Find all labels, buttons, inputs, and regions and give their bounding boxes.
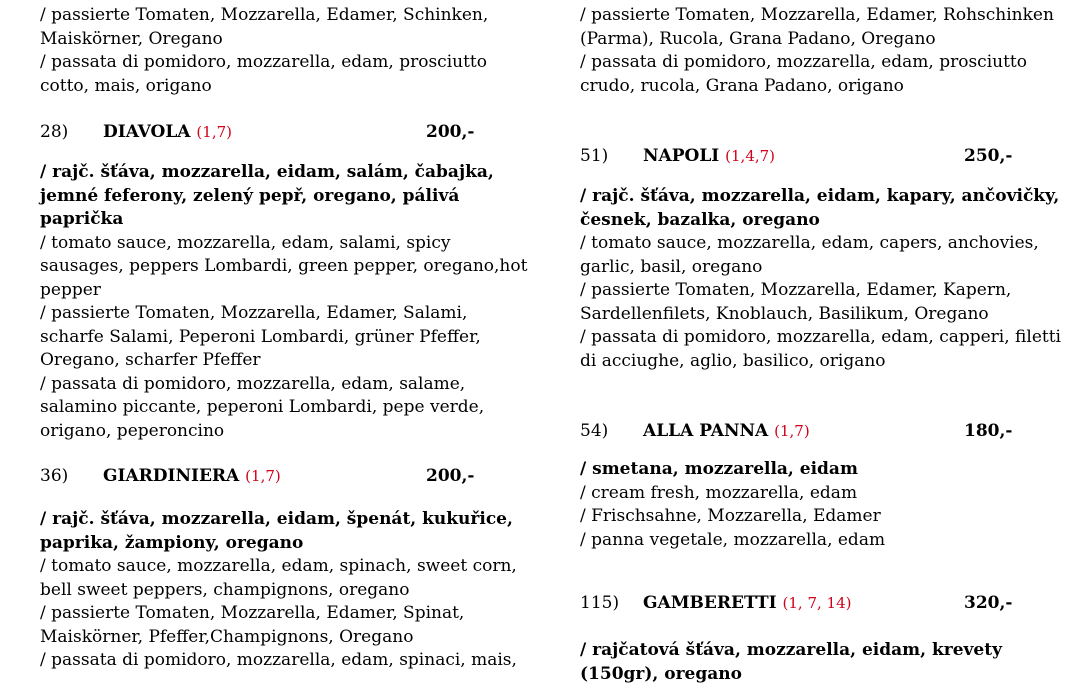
item-name	[643, 592, 851, 616]
description-line: scharfe Salami, Peperoni Lombardi, grüner Pfeffer,	[40, 326, 481, 350]
czech-description-line: paprika, žampiony, oregano	[40, 532, 303, 556]
description-line: / passierte Tomaten, Mozzarella, Edamer, Rohschinken	[580, 4, 1054, 28]
allergen-codes: (1,7)	[245, 467, 281, 485]
description-line: garlic, basil, oregano	[580, 256, 762, 280]
item-price: 200,-	[426, 465, 474, 489]
description-line: Maiskörner, Oregano	[40, 28, 223, 52]
item-number: 36)	[40, 465, 68, 489]
item-name-text: GAMBERETTI	[643, 593, 777, 613]
czech-description-line: paprička	[40, 208, 123, 232]
description-line: / passierte Tomaten, Mozzarella, Edamer, Salami,	[40, 302, 467, 326]
item-number: 51)	[580, 145, 608, 169]
description-line: salamino piccante, peperoni Lombardi, pepe verde,	[40, 396, 484, 420]
item-price: 320,-	[964, 592, 1012, 616]
description-line: / passata di pomidoro, mozzarella, edam, prosciutto	[580, 51, 1027, 75]
item-name	[643, 420, 810, 444]
description-line: crudo, rucola, Grana Padano, origano	[580, 75, 904, 99]
item-name	[103, 465, 281, 489]
item-number: 115)	[580, 592, 619, 616]
czech-description-line: / rajčatová šťáva, mozzarella, eidam, krevety	[580, 639, 1002, 663]
description-line: / panna vegetale, mozzarella, edam	[580, 529, 885, 553]
description-line: / passierte Tomaten, Mozzarella, Edamer, Spinat,	[40, 602, 464, 626]
description-line: cotto, mais, origano	[40, 75, 212, 99]
description-line: / passierte Tomaten, Mozzarella, Edamer, Schinken,	[40, 4, 488, 28]
item-price: 250,-	[964, 145, 1012, 169]
description-line: / tomato sauce, mozzarella, edam, capers, anchovies,	[580, 232, 1039, 256]
description-line: bell sweet peppers, champignons, oregano	[40, 579, 410, 603]
item-heading	[580, 145, 1070, 169]
description-line: Maiskörner, Pfeffer,Champignons, Oregano	[40, 626, 413, 650]
description-line: / passata di pomidoro, mozzarella, edam, prosciutto	[40, 51, 487, 75]
czech-description-line: / rajč. šťáva, mozzarella, eidam, kapary, ančovičky,	[580, 185, 1059, 209]
item-heading	[580, 420, 1070, 444]
item-name-text: ALLA PANNA	[643, 421, 768, 441]
description-line: origano, peperoncino	[40, 420, 224, 444]
description-line: / passierte Tomaten, Mozzarella, Edamer, Kapern,	[580, 279, 1011, 303]
description-line: di acciughe, aglio, basilico, origano	[580, 350, 886, 374]
description-line: Sardellenfilets, Knoblauch, Basilikum, Oregano	[580, 303, 989, 327]
description-line: / Frischsahne, Mozzarella, Edamer	[580, 505, 881, 529]
czech-description-line: / rajč. šťáva, mozzarella, eidam, salám, čabajka,	[40, 161, 494, 185]
item-price: 180,-	[964, 420, 1012, 444]
item-price: 200,-	[426, 121, 474, 145]
item-number: 54)	[580, 420, 608, 444]
item-name-text: DIAVOLA	[103, 122, 191, 142]
czech-description-line: jemné feferony, zelený pepř, oregano, pálivá	[40, 185, 459, 209]
item-name	[103, 121, 232, 145]
description-line: / tomato sauce, mozzarella, edam, spinach, sweet corn,	[40, 555, 517, 579]
item-name-text: NAPOLI	[643, 146, 719, 166]
description-line: pepper	[40, 279, 101, 303]
description-line: Oregano, scharfer Pfeffer	[40, 349, 261, 373]
item-heading	[40, 465, 530, 489]
allergen-codes: (1,4,7)	[725, 147, 775, 165]
czech-description-line: / rajč. šťáva, mozzarella, eidam, špenát, kukuřice,	[40, 508, 513, 532]
item-heading	[40, 121, 530, 145]
description-line: / cream fresh, mozzarella, edam	[580, 482, 857, 506]
description-line: / passata di pomidoro, mozzarella, edam, salame,	[40, 373, 465, 397]
description-line: (Parma), Rucola, Grana Padano, Oregano	[580, 28, 936, 52]
item-number: 28)	[40, 121, 68, 145]
item-name	[643, 145, 775, 169]
description-line: sausages, peppers Lombardi, green pepper, oregano,hot	[40, 255, 527, 279]
description-line: / tomato sauce, mozzarella, edam, salami, spicy	[40, 232, 451, 256]
allergen-codes: (1,7)	[196, 123, 232, 141]
czech-description-line: / smetana, mozzarella, eidam	[580, 458, 858, 482]
item-heading	[580, 592, 1070, 616]
allergen-codes: (1, 7, 14)	[783, 594, 852, 612]
czech-description-line: (150gr), oregano	[580, 663, 742, 686]
czech-description-line: česnek, bazalka, oregano	[580, 209, 820, 233]
item-name-text: GIARDINIERA	[103, 466, 239, 486]
allergen-codes: (1,7)	[774, 422, 810, 440]
description-line: / passata di pomidoro, mozzarella, edam, capperi, filetti	[580, 326, 1061, 350]
description-line: / passata di pomidoro, mozzarella, edam, spinaci, mais,	[40, 649, 517, 673]
